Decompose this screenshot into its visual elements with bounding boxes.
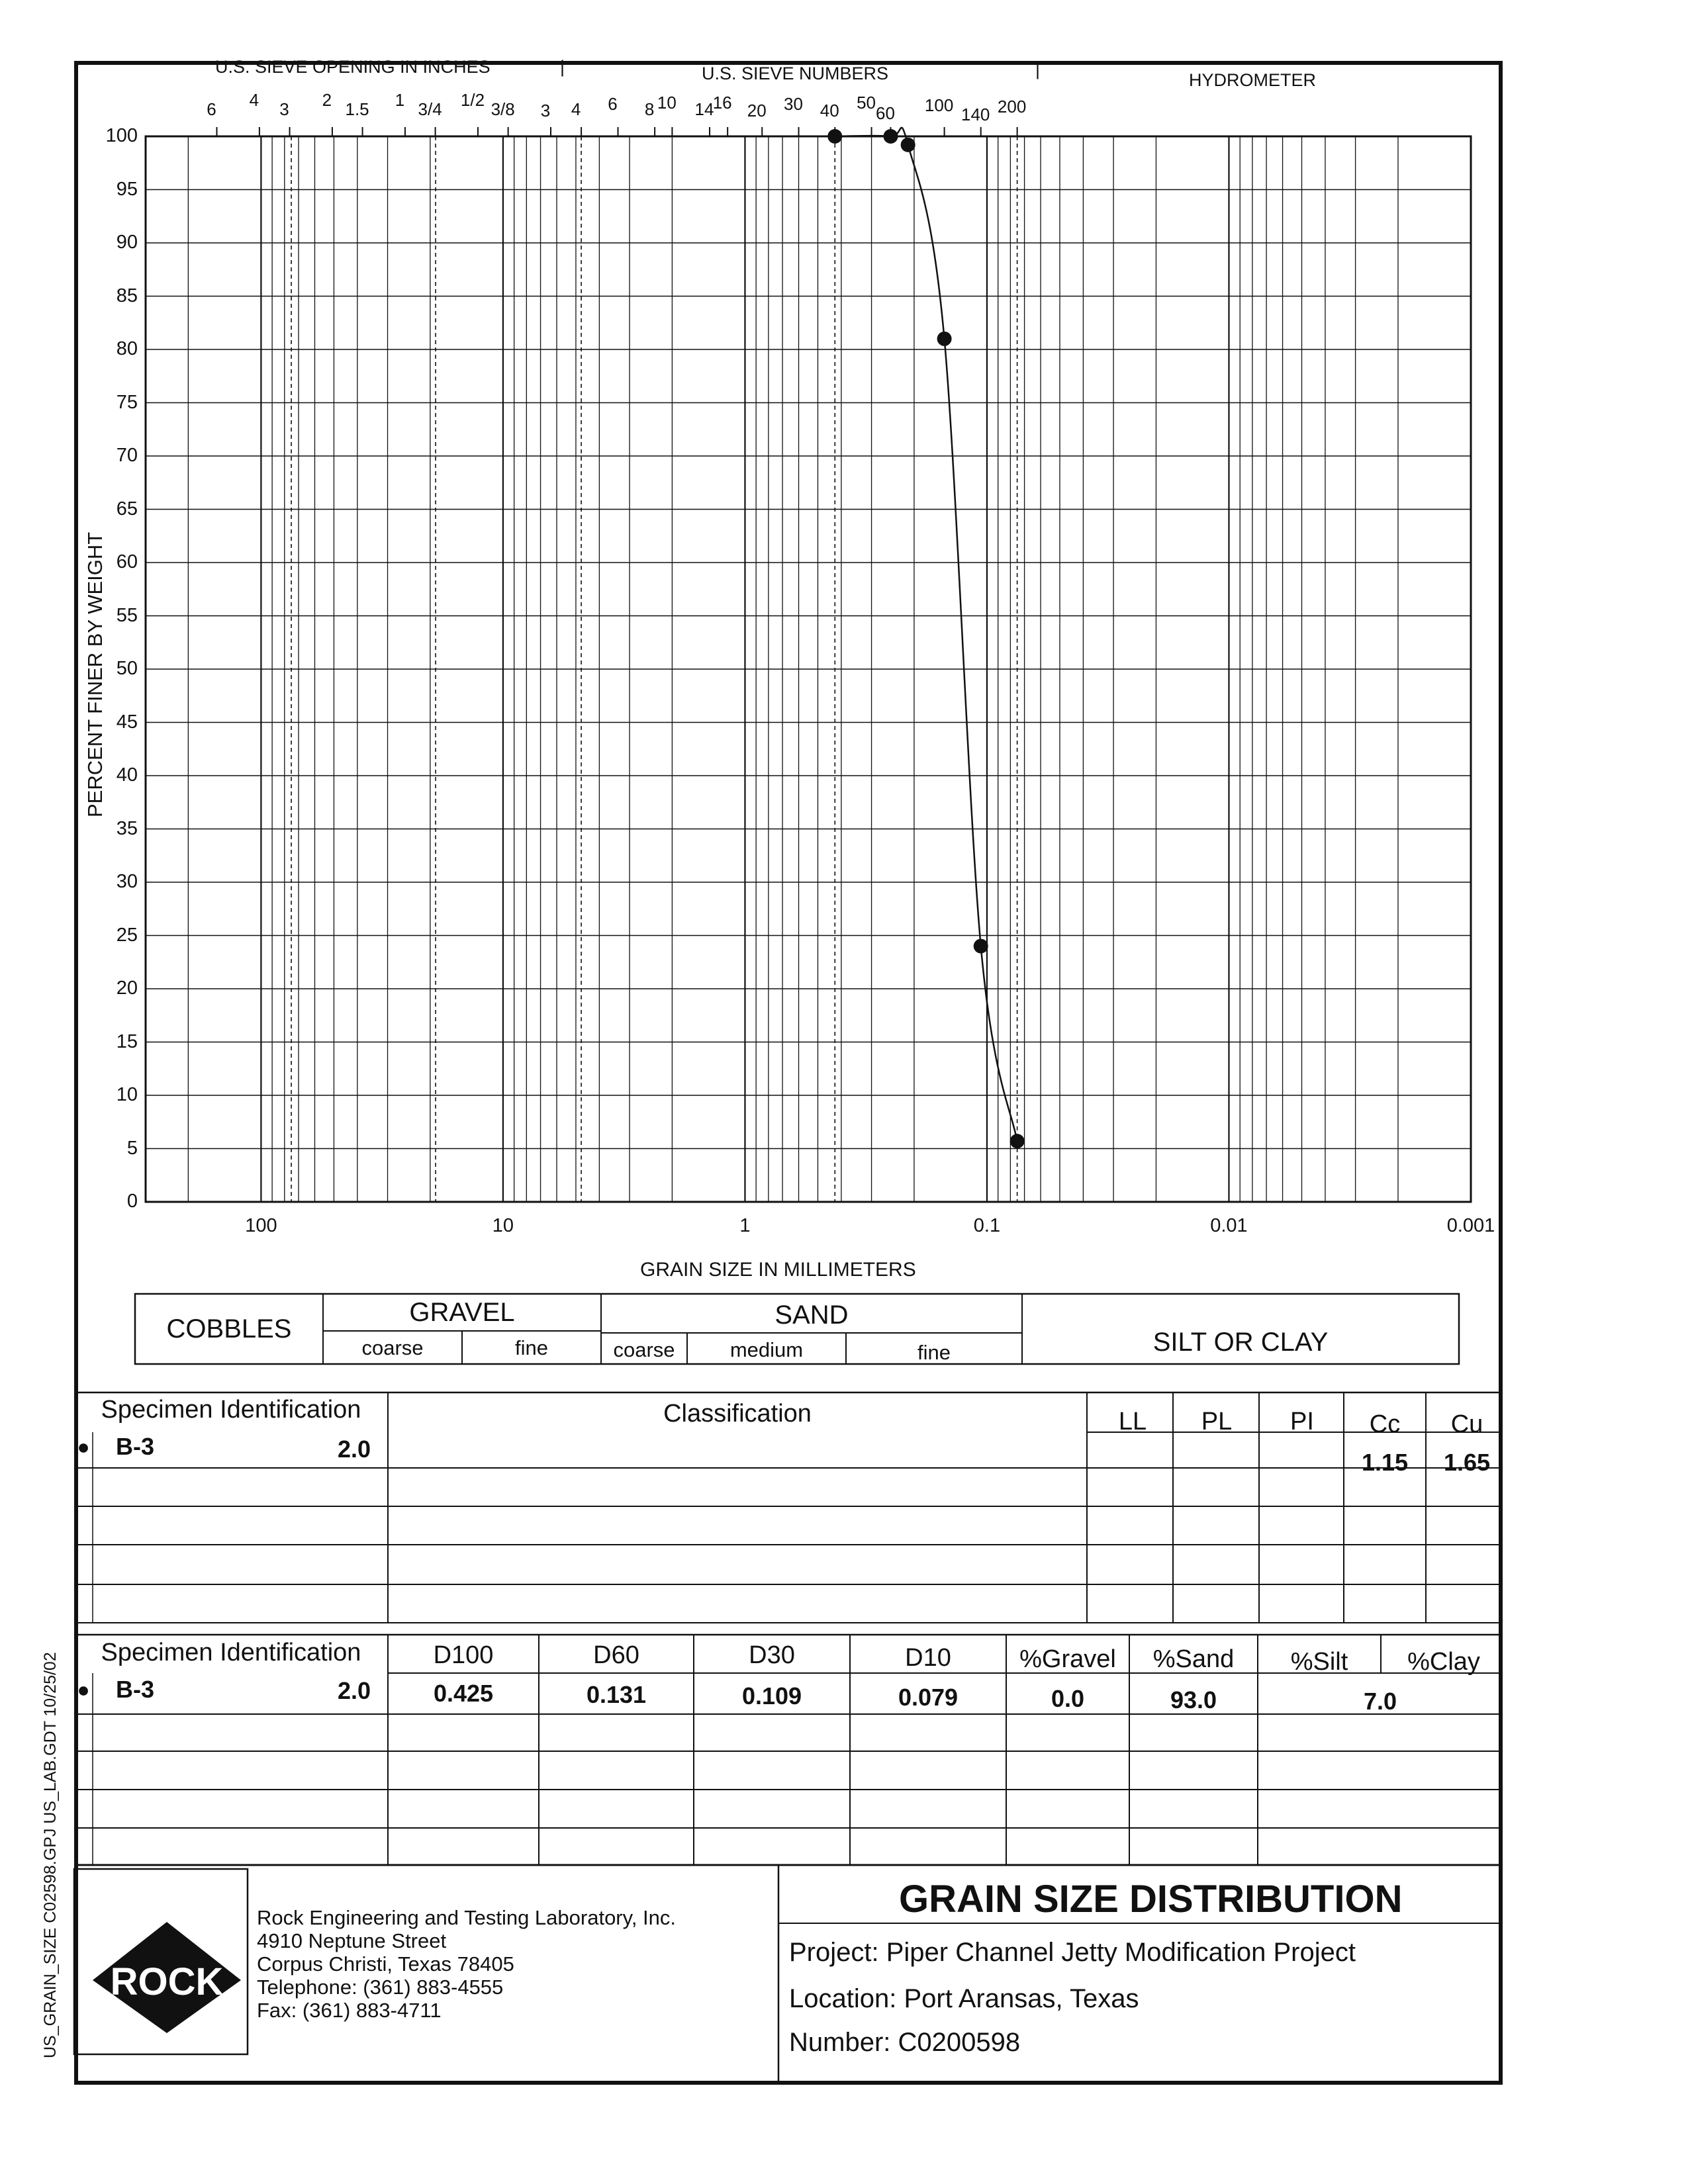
cobbles-label: COBBLES (166, 1314, 292, 1343)
specimen-id-2: B-3 (116, 1676, 155, 1703)
specimen-depth-2: 2.0 (337, 1677, 371, 1704)
sieve-label: 4 (249, 90, 259, 110)
hydrometer-header: HYDROMETER (1189, 70, 1317, 90)
cc-header: Cc (1369, 1410, 1401, 1438)
y-tick-label: 40 (116, 764, 138, 786)
sand-fine-label: fine (917, 1341, 951, 1364)
y-tick-label: 25 (116, 924, 138, 946)
sieve-opening-header: U.S. SIEVE OPENING IN INCHES (215, 57, 491, 77)
sieve-label: 1.5 (345, 99, 369, 119)
sand-label: SAND (774, 1300, 849, 1330)
silt-clay-pct-value: 7.0 (1363, 1688, 1397, 1715)
side-file-info: US_GRAIN_SIZE C02598.GPJ US_LAB.GDT 10/25/02 (41, 1652, 60, 2058)
cc-value: 1.15 (1361, 1449, 1409, 1476)
clay-pct-header: %Clay (1407, 1647, 1480, 1676)
sieve-label: 14 (694, 99, 714, 119)
cu-value: 1.65 (1443, 1449, 1491, 1476)
y-tick-label: 35 (116, 817, 138, 839)
sand-medium-label: medium (729, 1338, 804, 1361)
sieve-label: 8 (644, 99, 655, 119)
sieve-label: 3 (540, 101, 551, 120)
y-tick-label: 85 (116, 285, 138, 306)
company-fax: Fax: (361) 883-4711 (257, 1999, 442, 2022)
sieve-label: 3/8 (491, 99, 515, 119)
company-city: Corpus Christi, Texas 78405 (257, 1952, 514, 1976)
y-tick-label: 55 (116, 604, 138, 626)
page-frame (74, 61, 1503, 2085)
d100-header: D100 (433, 1641, 494, 1669)
y-tick-label: 5 (126, 1137, 138, 1159)
sieve-label: 1 (395, 90, 405, 110)
number-value: C0200598 (898, 2028, 1021, 2057)
d30-header: D30 (749, 1641, 795, 1669)
gravel-label: GRAVEL (409, 1297, 515, 1327)
sieve-label: 40 (820, 101, 839, 120)
sieve-label: 1/2 (460, 90, 485, 110)
d10-header: D10 (905, 1643, 951, 1672)
sieve-label: 3/4 (418, 99, 442, 119)
sand-coarse-label: coarse (613, 1338, 675, 1361)
company-name: Rock Engineering and Testing Laboratory, Inc. (257, 1906, 677, 1929)
y-tick-label: 0 (126, 1191, 138, 1212)
sieve-label: 200 (997, 97, 1027, 116)
specimen-depth: 2.0 (337, 1435, 371, 1463)
x-tick-label: 10 (492, 1215, 514, 1236)
sieve-label: 6 (207, 99, 216, 119)
y-tick-label: 60 (116, 551, 138, 572)
rock-logo (85, 1917, 244, 2036)
sand-pct-header: %Sand (1152, 1645, 1235, 1673)
specimen-header-2: Specimen Identification (101, 1638, 361, 1666)
number-label: Number: (789, 2028, 891, 2057)
sieve-label: 100 (924, 95, 954, 115)
sieve-label: 60 (876, 103, 895, 123)
y-tick-label: 75 (116, 391, 138, 413)
d10-value: 0.079 (898, 1684, 959, 1711)
header-separator: | (1035, 60, 1041, 79)
gravel-pct-value: 0.0 (1051, 1685, 1085, 1712)
x-tick-label: 0.01 (1210, 1215, 1248, 1236)
x-tick-label: 0.1 (973, 1215, 1001, 1236)
x-tick-label: 100 (245, 1215, 277, 1236)
company-phone: Telephone: (361) 883-4555 (257, 1976, 504, 1999)
location-label: Location: (789, 1984, 897, 2013)
project-label: Project: (789, 1938, 879, 1967)
x-tick-label: 1 (739, 1215, 751, 1236)
sieve-label: 3 (279, 99, 289, 119)
specimen-header: Specimen Identification (101, 1395, 361, 1424)
cu-header: Cu (1450, 1410, 1483, 1438)
location-name: Port Aransas, Texas (904, 1984, 1139, 2013)
report-title: GRAIN SIZE DISTRIBUTION (899, 1878, 1403, 1921)
header-separator: | (560, 57, 565, 77)
sieve-numbers-header: U.S. SIEVE NUMBERS (702, 64, 889, 83)
silt-pct-header: %Silt (1290, 1647, 1348, 1676)
ll-header: LL (1118, 1407, 1147, 1435)
sieve-label: 6 (608, 94, 618, 114)
d100-value: 0.425 (433, 1680, 494, 1707)
gravel-fine-label: fine (515, 1336, 548, 1359)
y-tick-label: 65 (116, 498, 138, 520)
d60-value: 0.131 (586, 1681, 647, 1708)
sieve-label: 16 (712, 93, 732, 113)
company-address (257, 1906, 676, 2022)
y-tick-label: 45 (116, 711, 138, 733)
gravel-pct-header: %Gravel (1019, 1645, 1116, 1673)
y-tick-label: 50 (116, 658, 138, 679)
company-street: 4910 Neptune Street (257, 1929, 447, 1952)
project-name: Piper Channel Jetty Modification Project (886, 1938, 1356, 1967)
y-tick-label: 20 (116, 978, 138, 999)
specimen-marker-2: ● (77, 1677, 90, 1702)
sieve-label: 20 (747, 101, 767, 120)
number-line (789, 2028, 1020, 2058)
d60-header: D60 (593, 1641, 639, 1669)
specimen-marker: ● (77, 1434, 90, 1459)
location-line (789, 1984, 1139, 2014)
pl-header: PL (1201, 1407, 1233, 1435)
y-tick-label: 80 (116, 338, 138, 359)
y-tick-label: 15 (116, 1030, 138, 1052)
y-tick-label: 70 (116, 445, 138, 466)
sand-pct-value: 93.0 (1170, 1686, 1217, 1713)
x-tick-label: 0.001 (1446, 1215, 1495, 1236)
x-axis-label: GRAIN SIZE IN MILLIMETERS (640, 1259, 916, 1281)
y-tick-label: 95 (116, 178, 138, 200)
silt-clay-label: SILT OR CLAY (1152, 1327, 1329, 1357)
logo-text: ROCK (110, 1960, 224, 2003)
classification-header: Classification (663, 1399, 812, 1428)
y-tick-label: 10 (116, 1084, 138, 1105)
y-axis-label: PERCENT FINER BY WEIGHT (83, 531, 107, 817)
sieve-label: 2 (322, 90, 332, 110)
gravel-coarse-label: coarse (361, 1336, 424, 1359)
y-tick-label: 30 (116, 871, 138, 892)
sieve-label: 10 (657, 93, 677, 113)
pi-header: PI (1290, 1407, 1314, 1435)
specimen-id: B-3 (116, 1433, 155, 1460)
y-tick-label: 90 (116, 232, 138, 253)
sieve-label: 30 (784, 94, 803, 114)
sieve-label: 50 (857, 93, 876, 113)
sieve-label: 140 (961, 105, 990, 124)
y-tick-label: 100 (105, 125, 138, 146)
sieve-label: 4 (571, 99, 581, 119)
project-line (789, 1938, 1356, 1968)
d30-value: 0.109 (741, 1682, 802, 1709)
